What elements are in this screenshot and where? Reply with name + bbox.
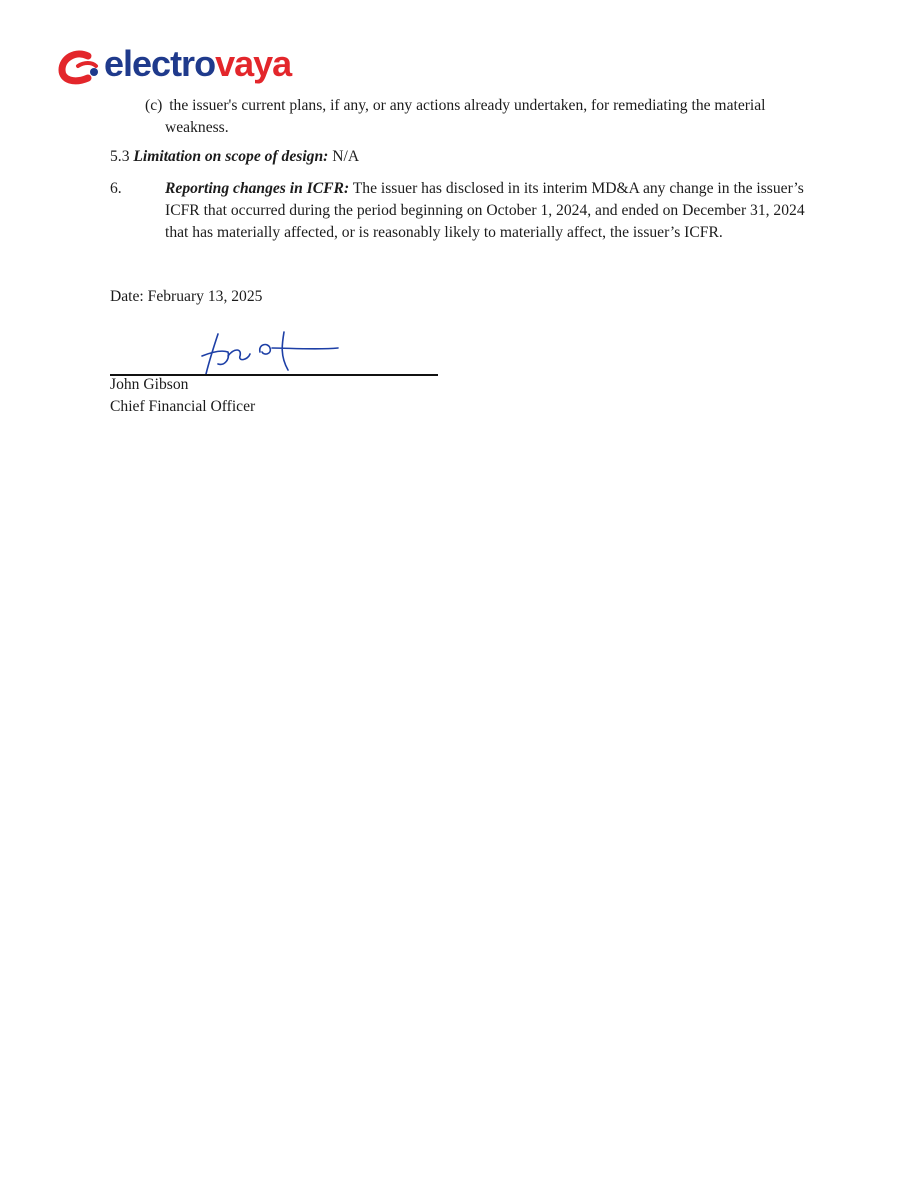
- item-6-heading: Reporting changes in ICFR:: [165, 180, 350, 197]
- item-6-paragraph: [165, 178, 805, 244]
- logo-swoosh-icon: [58, 48, 104, 88]
- date-line: Date: February 13, 2025: [110, 288, 263, 305]
- item-5-3-value: N/A: [332, 148, 360, 165]
- item-c-paragraph: [145, 95, 825, 139]
- item-5-3-heading: Limitation on scope of design:: [133, 148, 329, 165]
- item-5-3-paragraph: [110, 146, 359, 168]
- logo-text-vaya: vaya: [215, 43, 292, 84]
- item-c-label: (c): [145, 97, 163, 114]
- item-c-text-continued: weakness.: [165, 119, 229, 136]
- signatory-name: John Gibson: [110, 376, 189, 393]
- company-logo: [58, 43, 308, 88]
- item-c-text: the issuer's current plans, if any, or any actions already undertaken, for remediating the material: [169, 97, 766, 114]
- item-6-text: The issuer has disclosed in its interim MD&A any change in the issuer’s ICFR that occurred during the period beginning on October 1, 2024, and ended on December 31, 2024 that has materially affected, or is reasonably likely to materially affect, the issuer’s ICFR.: [165, 180, 805, 241]
- item-6-number: 6.: [110, 180, 122, 197]
- logo-wordmark: [104, 44, 291, 84]
- signatory-title: Chief Financial Officer: [110, 398, 256, 415]
- item-5-3-number: 5.3: [110, 148, 130, 165]
- logo-text-electro: electro: [104, 43, 216, 84]
